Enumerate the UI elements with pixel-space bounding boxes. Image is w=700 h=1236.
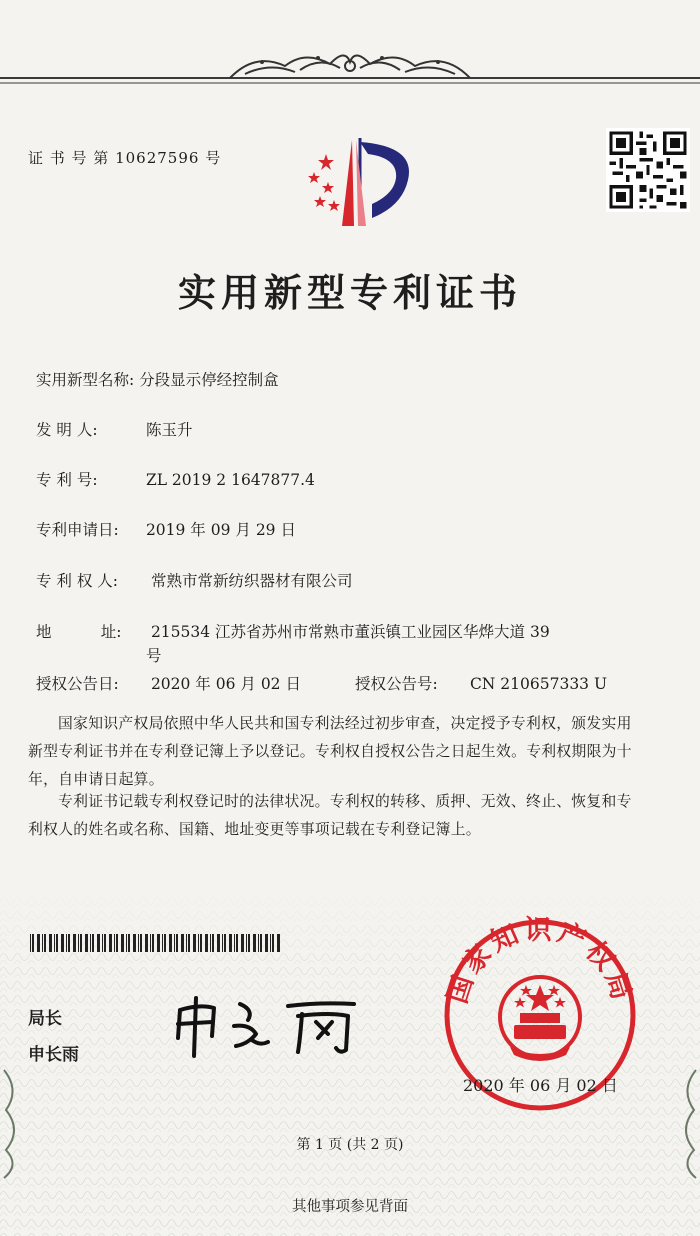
footer-note: 其他事项参见背面: [292, 1199, 408, 1215]
filing-date-label: 专利申请日:: [36, 521, 119, 539]
inventor-row: [36, 418, 192, 440]
certificate-number-suffix: 号: [205, 149, 222, 167]
filing-date-row: [36, 518, 296, 540]
patentee-label: 专 利 权 人:: [36, 572, 119, 590]
left-ornament: [0, 1060, 30, 1180]
grant-number-label: 授权公告号:: [355, 675, 438, 693]
grant-number-value: CN 210657333 U: [469, 675, 608, 693]
patentee-row: [36, 569, 352, 591]
certificate-number-label: 证 书 号 第: [28, 149, 110, 167]
certificate-number-value: 10627596: [115, 149, 200, 167]
address-line2: 号: [146, 647, 162, 665]
filing-date-value: 2019 年 09 月 29 日: [145, 521, 296, 539]
paragraph-1-line-2: 新型专利证书并在专利登记簿上予以登记。专利权自授权公告之日起生效。专利权期限为十: [28, 743, 632, 760]
legal-paragraph-1: [28, 710, 688, 794]
paragraph-1-line-3: 年，自申请日起算。: [28, 771, 164, 788]
paragraph-1-line-1: 国家知识产权局依照中华人民共和国专利法经过初步审查，决定授予专利权，颁发实用: [58, 715, 632, 732]
seal-text: 国家知识产权局: [441, 915, 639, 1008]
grant-date-value: 2020 年 06 月 02 日: [150, 675, 301, 693]
patent-number-value: ZL 2019 2 1647877.4: [145, 471, 315, 489]
director-title: 局长: [28, 1009, 62, 1029]
grant-date-label: 授权公告日:: [36, 675, 119, 693]
barcode: [30, 934, 282, 952]
inventor-value: 陈玉升: [145, 421, 193, 439]
seal-date: 2020 年 06 月 02 日: [463, 1076, 618, 1095]
inventor-label: 发 明 人:: [36, 421, 98, 439]
qr-code: [606, 128, 690, 212]
address-line1: 215534 江苏省苏州市常熟市董浜镇工业园区华烨大道 39: [150, 623, 550, 641]
paragraph-2-line-1: 专利证书记载专利权登记时的法律状况。专利权的转移、质押、无效、终止、恢复和专: [58, 793, 632, 810]
grant-number-row: [355, 672, 607, 694]
director-signature: [170, 980, 370, 1060]
grant-date-row: [36, 672, 301, 694]
director-name: 申长雨: [28, 1045, 79, 1065]
utility-name-value: 分段显示停经控制盒: [139, 371, 279, 389]
ornamental-border-top: [0, 0, 700, 110]
address-label: 地 址:: [36, 623, 122, 641]
certificate-title: 实用新型专利证书: [177, 270, 522, 315]
certificate-number: [28, 147, 221, 168]
patent-number-label: 专 利 号:: [36, 471, 98, 489]
utility-name-row: [36, 368, 279, 390]
patent-number-row: [36, 468, 315, 490]
address-row: [36, 620, 550, 642]
page-indicator: 第 1 页 (共 2 页): [296, 1137, 404, 1153]
legal-paragraph-2: [28, 788, 688, 844]
utility-name-label: 实用新型名称:: [36, 371, 135, 389]
patentee-value: 常熟市常新纺织器材有限公司: [150, 572, 353, 590]
right-ornament: [670, 1060, 700, 1180]
paragraph-2-line-2: 利权人的姓名或名称、国籍、地址变更等事项记载在专利登记簿上。: [28, 821, 481, 838]
cnipa-emblem-icon: [298, 132, 418, 232]
